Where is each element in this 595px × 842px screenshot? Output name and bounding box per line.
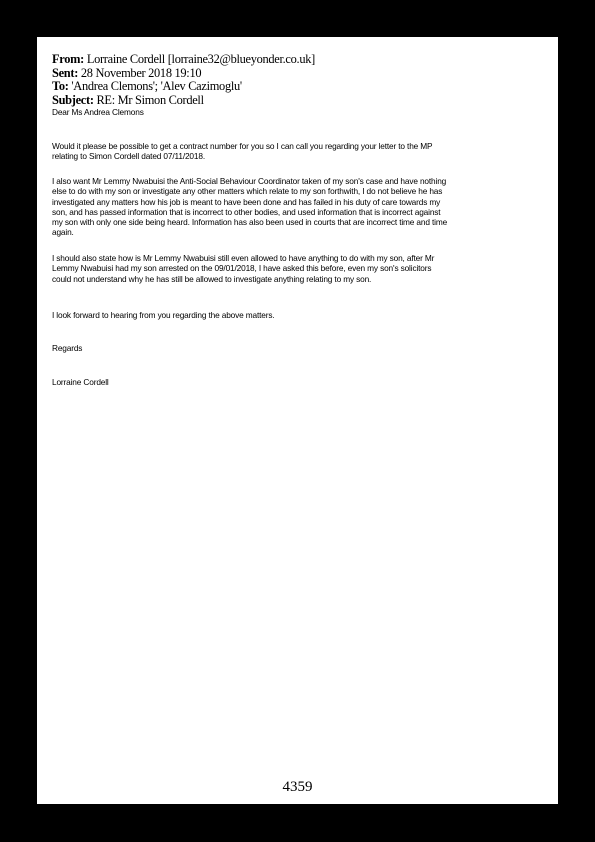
from-row (52, 53, 315, 67)
subject-label: Subject: (52, 92, 94, 107)
paragraph-contract-number (52, 141, 540, 162)
sent-value: 28 November 2018 19:10 (80, 65, 202, 80)
to-label: To: (52, 79, 69, 94)
from-label: From: (52, 52, 84, 66)
to-row (52, 80, 315, 94)
text-line: I should also state how is Mr Lemmy Nwabuisi still even allowed to have anything to do with my son, after Mr (52, 253, 435, 263)
salutation: Dear Ms Andrea Clemons (52, 107, 144, 117)
text-line: relating to Simon Cordell dated 07/11/2018. (52, 151, 205, 162)
regards: Regards (52, 343, 83, 353)
subject-value: RE: Mr Simon Cordell (96, 92, 204, 107)
page-number: 4359 (282, 779, 313, 795)
text-line: Lemmy Nwabuisi had my son arrested on the 09/01/2018, I have asked this before, even my son's solicitors (52, 263, 432, 274)
paragraph-closing: I look forward to hearing from you regarding the above matters. (52, 310, 275, 320)
paragraph-arrest-concern (52, 253, 540, 284)
email-header (52, 53, 315, 107)
signature: Lorraine Cordell (52, 377, 109, 387)
document-page (37, 37, 558, 804)
text-line: investigated any matters how his job is meant to have been done and has failed in his duty of care towards my (52, 196, 441, 207)
sent-row (52, 67, 315, 81)
to-value: 'Andrea Clemons'; 'Alev Cazimoglu' (71, 79, 242, 94)
text-line: I also want Mr Lemmy Nwabuisi the Anti-Social Behaviour Coordinator taken of my son's case and have nothing (52, 176, 447, 186)
text-line: again. (52, 227, 74, 238)
text-line: son, and has passed information that is incorrect to other bodies, and used information that is incorrect against (52, 206, 441, 217)
paragraph-coordinator-request (52, 176, 540, 238)
text-line: else to do with my son or investigate any other matters which relate to my son forthwith, I do not believe he has (52, 186, 443, 197)
text-line: Would it please be possible to get a contract number for you so I can call you regarding your letter to the MP (52, 141, 433, 151)
subject-row (52, 94, 315, 108)
text-line: my son with only one side being heard. Information has also been used in courts that are incorrect time and time (52, 217, 448, 228)
text-line: could not understand why he has still be allowed to investigate anything relating to my son. (52, 273, 372, 284)
from-value: Lorraine Cordell [lorraine32@blueyonder.co.uk] (86, 52, 315, 66)
sent-label: Sent: (52, 65, 79, 80)
